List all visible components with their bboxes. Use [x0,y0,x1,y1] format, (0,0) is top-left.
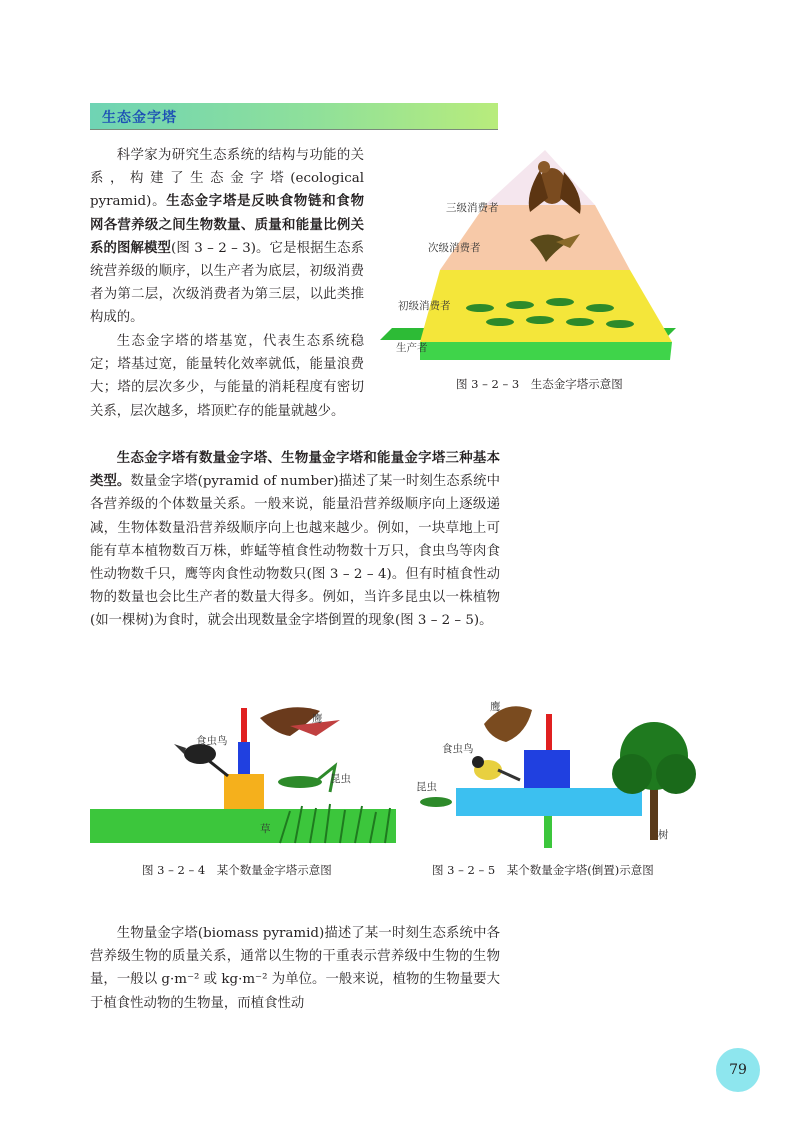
pyramid-stability-text: 生态金字塔的塔基宽，代表生态系统稳定；塔基过宽，能量转化效率就低，能量浪费大；塔的层次多少，与能量的消耗程度有密切关系，层次越多，塔顶贮存的能量就越少。 [90,334,364,419]
bar-tree [544,816,552,848]
label-hawk: 鹰 [312,713,323,725]
bar-insect [224,774,264,809]
label-secondary-consumer: 次级消费者 [428,242,481,254]
label-producer: 生产者 [396,342,428,354]
caption-fig-3-2-3: 图 3 – 2 – 3 生态金字塔示意图 [456,377,623,391]
figure-number-pyramid [90,696,400,846]
types-paragraph [90,447,500,633]
bar-bird [238,742,250,774]
label-grass: 草 [260,823,271,835]
label-primary-consumer: 初级消费者 [398,300,451,312]
label-insect-bird: 食虫鸟 [196,735,228,747]
bird-icon [174,744,228,776]
bar-grass [90,809,396,843]
hawk-icon [260,707,340,736]
bar-hawks [546,714,552,750]
grasshopper-icon [420,797,452,807]
intro-text: 科学家为研究生态系统的结构与功能的关系，构建了生态金字塔(ecological pyramid)。 [90,148,364,210]
label-insect: 昆虫 [416,781,437,793]
biomass-pyramid-text: 生物量金字塔(biomass pyramid)描述了某一时刻生态系统中各营养级生物的质量关系，通常以生物的干重表示营养级中生物的生物量，一般以 g·m⁻² 或 kg·m⁻² 为单位。一般来说，植物的生物量要大于植食性动物的生物量，而植食性动 [90,926,500,1011]
types-bold-text: 生态金字塔有数量金字塔、生物量金字塔和能量金字塔三种基本类型。 [90,451,500,490]
tree-icon [612,722,696,840]
bar-birds [524,750,570,788]
label-insect: 昆虫 [330,773,351,785]
biomass-paragraph [90,922,500,1015]
caption-fig-3-2-4: 图 3 – 2 – 4 某个数量金字塔示意图 [142,863,332,877]
caption-fig-3-2-5: 图 3 – 2 – 5 某个数量金字塔(倒置)示意图 [432,863,654,877]
intro-paragraph-1 [90,144,364,330]
figure-inverted-pyramid [410,694,720,854]
bar-insects [456,788,642,816]
page-number: 79 [716,1048,760,1092]
label-tree: 树 [658,829,669,841]
figure-ecological-pyramid [380,150,680,370]
intro-bold-definition: 生态金字塔是反映食物链和食物网各营养级之间生物数量、质量和能量比例关系的图解模型 [90,194,364,256]
bird-icon [472,756,520,780]
section-title: 生态金字塔 [102,110,177,126]
section-header [90,103,498,130]
pyramid-level-producers [420,342,672,360]
intro-text-rest: (图 3 – 2 – 3)。它是根据生态系统营养级的顺序，以生产者为底层，初级消费者为第二层，次级消费者为第三层，以此类推构成的。 [90,240,364,326]
pyramid-level-primary [420,270,672,342]
number-pyramid-text: 数量金字塔(pyramid of number)描述了某一时刻生态系统中各营养级的个体数量关系。一般来说，能量沿营养级顺序向上逐级递减，生物体数量沿营养级顺序向上也越来越少。例如，一块草地上可能有草本植物数百万株，蚱蜢等植食性动物数十万只，食虫鸟等肉食性动物数千只，鹰等肉食性动物数只(图 3 – 2 – 4)。但有时植食性动物的数量也会比生产者的数量大得多。例如，当许多昆虫以一株植物(如一棵树)为食时，就会出现数量金字塔倒置的现象(图 3 – 2 – 5)。 [90,474,501,629]
intro-paragraph-2 [90,330,364,423]
label-insect-bird: 食虫鸟 [442,743,474,755]
label-tertiary-consumer: 三级消费者 [446,202,499,214]
label-hawk: 鹰 [490,701,501,713]
grasshopper-icon [278,766,335,792]
bar-hawk [241,708,247,742]
